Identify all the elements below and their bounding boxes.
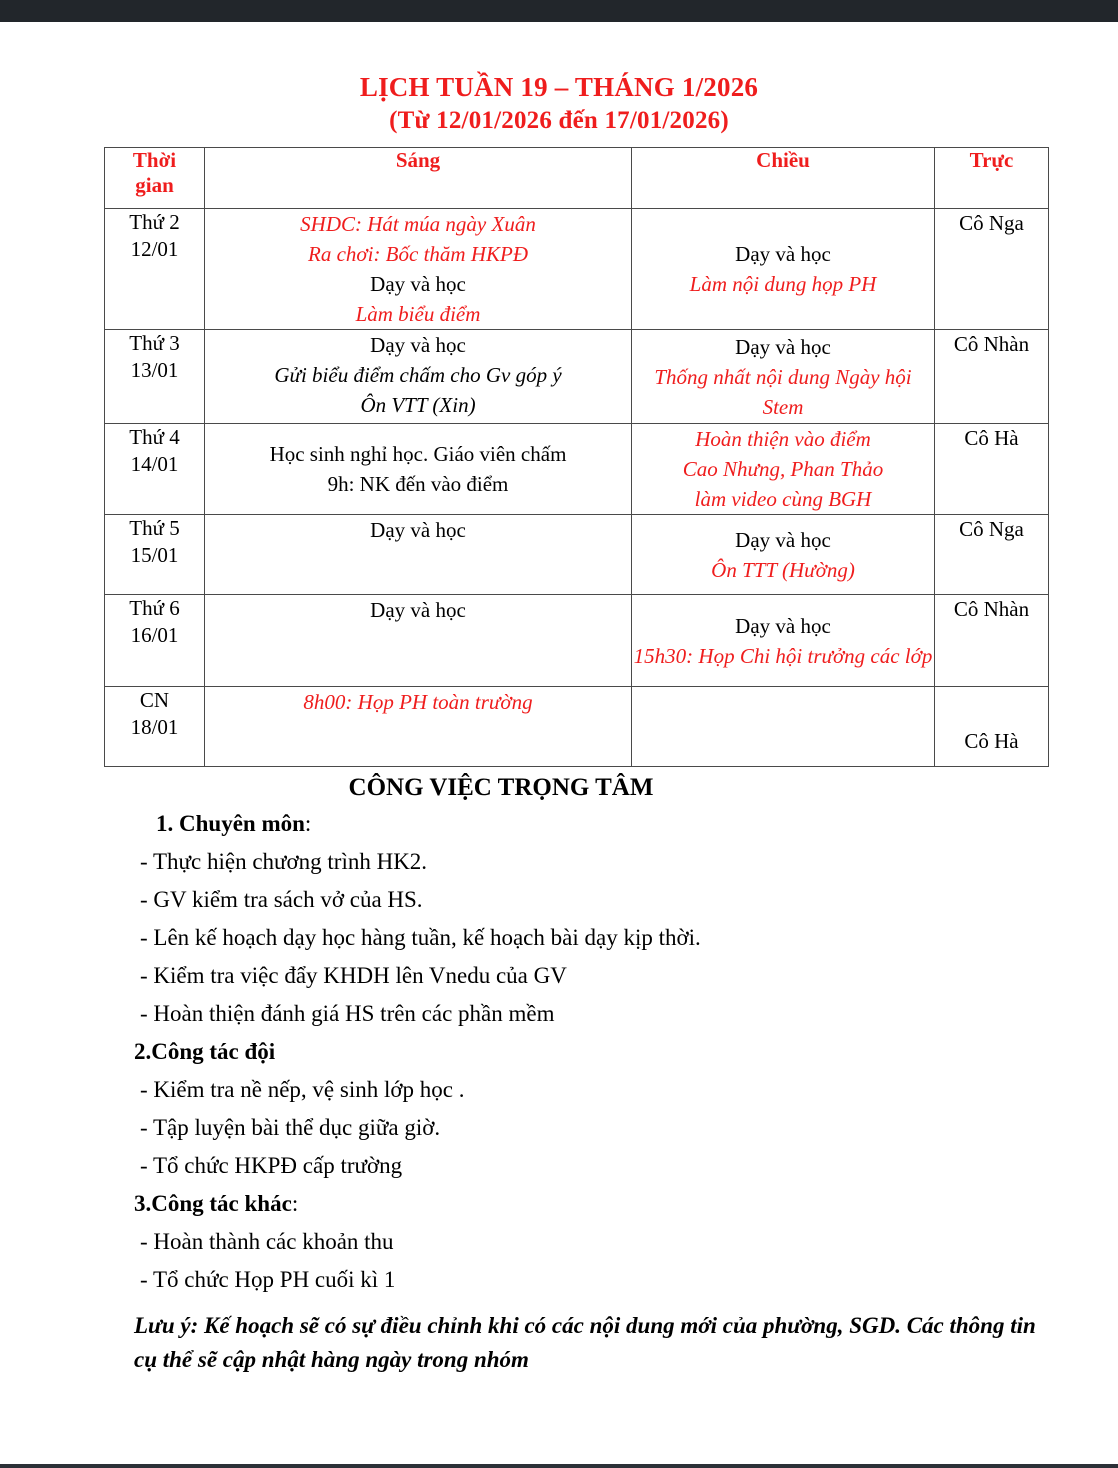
cell-time <box>105 595 205 687</box>
column-header-morning: Sáng <box>205 148 632 209</box>
task-section-heading <box>104 1033 1058 1071</box>
schedule-table-wrapper <box>0 147 1118 767</box>
day-date: 14/01 <box>130 452 179 476</box>
task-item: - Tập luyện bài thể dục giữa giờ. <box>140 1115 441 1140</box>
weekly-schedule-table <box>104 147 1049 767</box>
table-row <box>105 687 1049 767</box>
cell-duty: Cô Nhàn <box>935 595 1049 687</box>
cell-line: Làm nội dung họp PH <box>689 272 877 296</box>
task-section-number-label: 1. Chuyên môn <box>156 811 305 836</box>
cell-line: Dạy và học <box>735 242 831 266</box>
cell-morning <box>205 687 632 767</box>
cell-line: 15h30: Họp Chi hội trưởng các lớp <box>633 643 933 668</box>
cell-line: Ra chơi: Bốc thăm HKPĐ <box>308 242 528 266</box>
page-subtitle: (Từ 12/01/2026 đến 17/01/2026) <box>389 107 729 134</box>
cell-morning <box>205 209 632 330</box>
column-header-time-line2: gian <box>135 173 174 197</box>
cell-duty: Cô Hà <box>935 424 1049 515</box>
cell-line: Dạy và học <box>370 518 466 542</box>
day-name: Thứ 2 <box>129 210 180 234</box>
task-item: - Hoàn thiện đánh giá HS trên các phần mềm <box>140 1001 555 1026</box>
day-name: CN <box>139 688 170 712</box>
cell-line: Gửi biểu điểm chấm cho Gv góp ý <box>274 363 562 387</box>
day-name: Thứ 4 <box>129 425 180 449</box>
day-name: Thứ 5 <box>129 516 180 540</box>
footer-note: Lưu ý: Kế hoạch sẽ có sự điều chỉnh khi có các nội dung mới của phường, SGD. Các thông tin cụ thể sẽ cập nhật hàng ngày trong nhóm <box>134 1313 1036 1372</box>
task-item: - Thực hiện chương trình HK2. <box>140 849 428 874</box>
table-row <box>105 515 1049 595</box>
day-date: 16/01 <box>130 623 179 647</box>
cell-duty: Cô Nga <box>935 209 1049 330</box>
task-section-heading-tail: : <box>291 1191 299 1216</box>
cell-line: Thống nhất nội dung Ngày hội Stem <box>654 364 912 419</box>
task-item: - Kiểm tra nề nếp, vệ sinh lớp học . <box>140 1077 465 1102</box>
cell-duty: Cô Nga <box>935 515 1049 595</box>
cell-line: Cao Nhưng, Phan Thảo <box>682 457 884 481</box>
task-section-heading <box>104 805 1058 843</box>
cell-time <box>105 330 205 424</box>
cell-line: Dạy và học <box>370 333 466 357</box>
task-item: - Tổ chức HKPĐ cấp trường <box>140 1153 403 1178</box>
cell-time <box>105 209 205 330</box>
task-item: - Hoàn thành các khoản thu <box>140 1229 394 1254</box>
cell-line: Làm biểu điểm <box>355 302 481 326</box>
cell-line: 9h: NK đến vào điểm <box>327 472 509 496</box>
top-edge-band <box>0 0 1118 22</box>
cell-line: SHDC: Hát múa ngày Xuân <box>300 212 536 236</box>
day-name: Thứ 6 <box>129 596 180 620</box>
cell-morning <box>205 424 632 515</box>
cell-afternoon <box>632 687 935 767</box>
day-date: 12/01 <box>130 237 179 261</box>
task-item: - Lên kế hoạch dạy học hàng tuần, kế hoạch bài dạy kịp thời. <box>140 925 701 950</box>
cell-time <box>105 515 205 595</box>
cell-morning <box>205 595 632 687</box>
cell-afternoon <box>632 515 935 595</box>
key-tasks-section <box>0 771 1118 1377</box>
column-header-afternoon: Chiều <box>632 148 935 209</box>
cell-line: 8h00: Họp PH toàn trường <box>303 690 533 714</box>
task-section-number-label: 3.Công tác khác <box>134 1191 292 1216</box>
key-tasks-heading: CÔNG VIỆC TRỌNG TÂM <box>348 774 654 801</box>
cell-duty: Cô Hà <box>935 687 1049 767</box>
table-row <box>105 330 1049 424</box>
cell-line: Dạy và học <box>735 527 831 552</box>
cell-line: Ôn TTT (Hường) <box>711 557 855 582</box>
cell-morning <box>205 515 632 595</box>
task-section-heading <box>104 1185 1058 1223</box>
cell-time <box>105 424 205 515</box>
task-section-number-label: 2.Công tác đội <box>134 1039 276 1064</box>
cell-line: làm video cùng BGH <box>694 487 872 511</box>
table-row <box>105 595 1049 687</box>
table-row <box>105 209 1049 330</box>
cell-line: Dạy và học <box>370 272 466 296</box>
cell-afternoon <box>632 595 935 687</box>
table-header-row <box>105 148 1049 209</box>
day-date: 15/01 <box>130 543 179 567</box>
column-header-time <box>105 148 205 209</box>
column-header-duty: Trực <box>935 148 1049 209</box>
cell-morning <box>205 330 632 424</box>
task-item: - GV kiểm tra sách vở của HS. <box>140 887 423 912</box>
column-header-time-line1: Thời <box>132 148 177 172</box>
day-date: 18/01 <box>130 715 179 739</box>
table-row <box>105 424 1049 515</box>
cell-afternoon <box>632 424 935 515</box>
cell-duty: Cô Nhàn <box>935 330 1049 424</box>
cell-line: Dạy và học <box>735 334 831 359</box>
task-section-heading-tail: : <box>304 811 312 836</box>
cell-afternoon <box>632 209 935 330</box>
task-item: - Kiểm tra việc đẩy KHDH lên Vnedu của GV <box>140 963 567 988</box>
document-title-block <box>0 22 1118 137</box>
task-item: - Tổ chức Họp PH cuối kì 1 <box>140 1267 396 1292</box>
day-date: 13/01 <box>130 358 179 382</box>
cell-line: Ôn VTT (Xin) <box>360 393 476 417</box>
cell-line: Học sinh nghỉ học. Giáo viên chấm <box>269 442 567 466</box>
document-page <box>0 22 1118 1464</box>
cell-afternoon <box>632 330 935 424</box>
page-title: LỊCH TUẦN 19 – THÁNG 1/2026 <box>359 72 759 102</box>
cell-line: Dạy và học <box>735 613 831 638</box>
day-name: Thứ 3 <box>129 331 180 355</box>
bottom-edge-rule <box>0 1464 1118 1468</box>
cell-line: Dạy và học <box>370 598 466 622</box>
cell-time <box>105 687 205 767</box>
cell-line: Hoàn thiện vào điểm <box>695 427 871 451</box>
